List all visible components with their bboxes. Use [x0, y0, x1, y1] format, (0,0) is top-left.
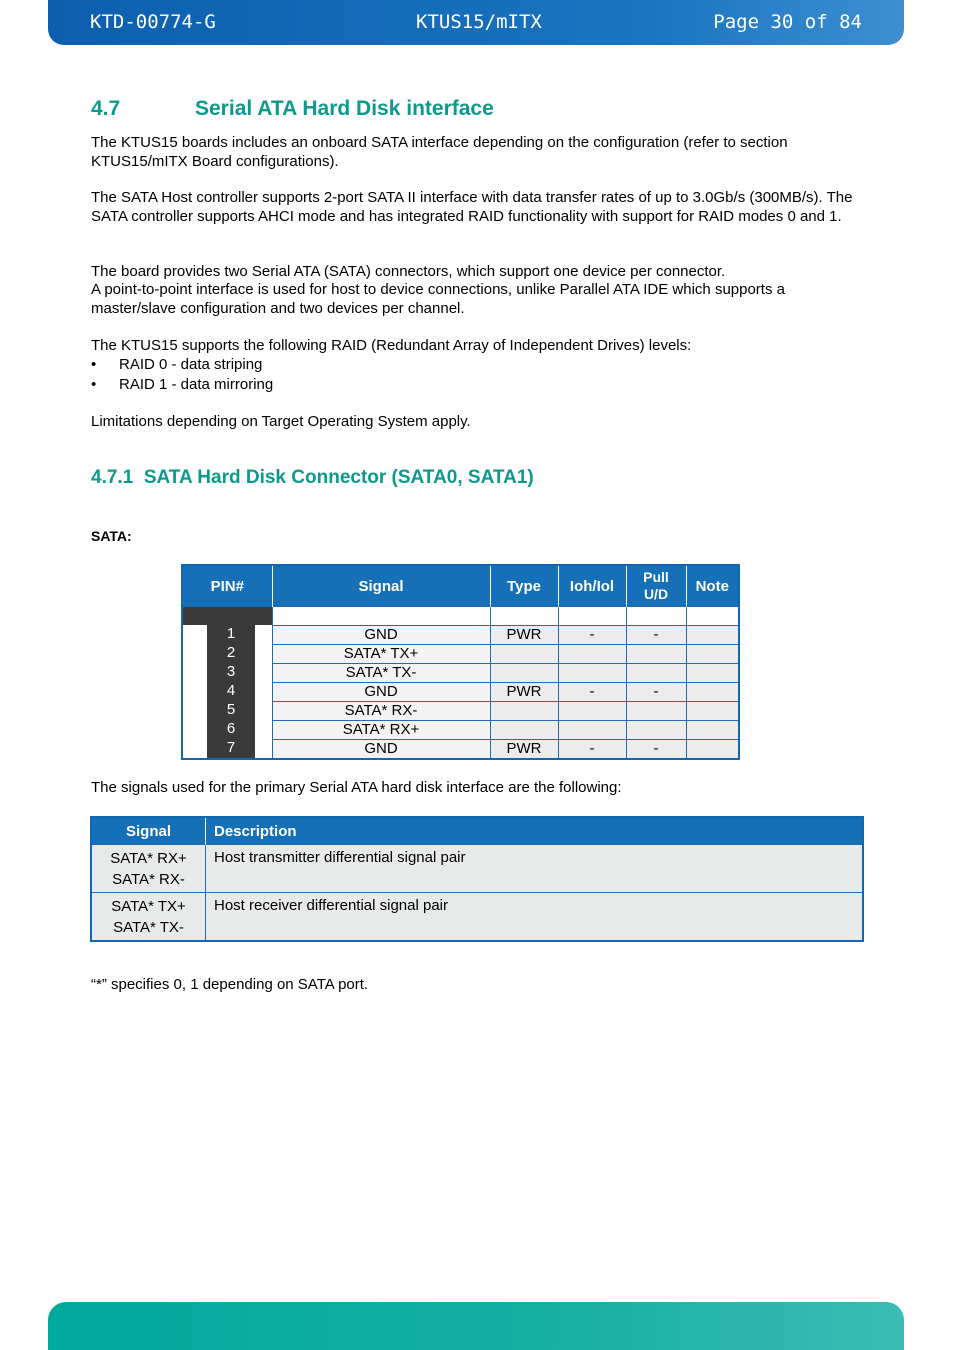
signal-cell: GND: [272, 626, 490, 645]
ioh-cell: -: [558, 626, 626, 645]
signal-cell: SATA* TX-: [272, 664, 490, 683]
header-description: Description: [206, 817, 864, 845]
pin-number: 4: [226, 681, 236, 699]
type-cell: [490, 645, 558, 664]
note-cell: [686, 626, 739, 645]
header-pin: PIN#: [182, 565, 272, 607]
pull-cell: [626, 702, 686, 721]
pull-cell: [626, 664, 686, 683]
signal-name: SATA* TX+: [111, 898, 186, 915]
table-row: [91, 893, 863, 942]
signal-name: SATA* RX-: [112, 871, 185, 888]
header-pull-line1: Pull: [643, 569, 669, 585]
doc-id: KTD-00774-G: [90, 11, 216, 33]
ioh-cell: [558, 702, 626, 721]
ioh-cell: -: [558, 683, 626, 702]
raid-list: [91, 355, 273, 395]
header-pull-line2: U/D: [643, 586, 669, 602]
ioh-cell: [558, 721, 626, 740]
description-cell: Host receiver differential signal pair: [206, 893, 864, 942]
list-item: [91, 355, 273, 375]
ioh-cell: [558, 645, 626, 664]
ioh-cell: -: [558, 740, 626, 760]
signal-cell: [91, 893, 206, 942]
type-cell: PWR: [490, 626, 558, 645]
page-footer: [48, 1302, 904, 1350]
spacer-cell: [626, 607, 686, 626]
pull-cell: [626, 721, 686, 740]
ioh-cell: [558, 664, 626, 683]
pin-strip: [182, 607, 272, 760]
pin-number: 6: [226, 719, 236, 737]
description-cell: Host transmitter differential signal pair: [206, 845, 864, 893]
pin-table-header: [182, 565, 739, 607]
page-number: Page 30 of 84: [713, 11, 862, 33]
raid-paragraph: The KTUS15 supports the following RAID (Redundant Array of Independent Drives) levels:: [91, 337, 692, 354]
subsection-heading: [91, 467, 534, 489]
sata-label: SATA:: [91, 528, 132, 544]
note-cell: [686, 702, 739, 721]
section-heading: [91, 97, 494, 121]
pin-number: 7: [226, 738, 236, 756]
header-type: Type: [490, 565, 558, 607]
type-cell: [490, 721, 558, 740]
header-pull: [626, 565, 686, 607]
bullet-icon: •: [91, 376, 97, 393]
type-cell: [490, 702, 558, 721]
signal-cell: GND: [272, 683, 490, 702]
limitations-paragraph: Limitations depending on Target Operating System apply.: [91, 413, 471, 430]
signal-cell: [91, 845, 206, 893]
subsection-number: 4.7.1: [91, 467, 134, 488]
note-cell: [686, 683, 739, 702]
controller-paragraph: The SATA Host controller supports 2-port SATA II interface with data transfer rates of up to 3.0Gb/s (300MB/s). The SATA controller supports AHCI mode and has integrated RAID functionality with support for RAID modes 0 and 1.: [91, 189, 853, 225]
spacer-cell: [558, 607, 626, 626]
bullet-icon: •: [91, 356, 97, 373]
note-cell: [686, 721, 739, 740]
note-cell: [686, 645, 739, 664]
connectors-paragraph: The board provides two Serial ATA (SATA) connectors, which support one device per connector.: [91, 263, 726, 280]
type-cell: PWR: [490, 683, 558, 702]
section-number: 4.7: [91, 97, 121, 120]
signal-cell: SATA* RX+: [272, 721, 490, 740]
section-title: Serial ATA Hard Disk interface: [195, 97, 494, 120]
spacer-cell: [490, 607, 558, 626]
signals-intro: The signals used for the primary Serial ATA hard disk interface are the following:: [91, 779, 622, 796]
signal-name: SATA* TX-: [113, 919, 184, 936]
signal-cell: SATA* RX-: [272, 702, 490, 721]
note-cell: [686, 740, 739, 760]
pin-number: 3: [226, 662, 236, 680]
pin-number: 5: [226, 700, 236, 718]
spacer-cell: [272, 607, 490, 626]
pull-cell: [626, 645, 686, 664]
header-signal: Signal: [91, 817, 206, 845]
pin-number: 2: [226, 643, 236, 661]
signal-cell: GND: [272, 740, 490, 760]
subsection-title: SATA Hard Disk Connector (SATA0, SATA1): [143, 467, 534, 488]
signal-table: [90, 816, 864, 942]
page-header: [48, 0, 904, 45]
intro-paragraph: The KTUS15 boards includes an onboard SATA interface depending on the configuration (refer to section KTUS15/mITX Board configurations).: [91, 134, 788, 170]
signal-name: SATA* RX+: [110, 850, 187, 867]
header-note: Note: [686, 565, 739, 607]
header-signal: Signal: [272, 565, 490, 607]
table-row: [91, 845, 863, 893]
type-cell: [490, 664, 558, 683]
signal-table-header: [91, 817, 863, 845]
spacer-cell: [686, 607, 739, 626]
type-cell: PWR: [490, 740, 558, 760]
table-row-spacer: [182, 607, 739, 626]
pull-cell: -: [626, 683, 686, 702]
pin-table: [181, 564, 740, 760]
pull-cell: -: [626, 626, 686, 645]
list-item-text: RAID 1 - data mirroring: [119, 376, 274, 393]
pin-number: 1: [226, 624, 236, 642]
header-ioh: Ioh/Iol: [558, 565, 626, 607]
pull-cell: -: [626, 740, 686, 760]
list-item-text: RAID 0 - data striping: [119, 356, 263, 373]
signal-cell: SATA* TX+: [272, 645, 490, 664]
note-cell: [686, 664, 739, 683]
product-name: KTUS15/mITX: [416, 11, 542, 33]
footnote: “*” specifies 0, 1 depending on SATA port.: [91, 976, 369, 993]
point-to-point-paragraph: A point-to-point interface is used for host to device connections, unlike Parallel ATA IDE which supports a master/slave configuration and two devices per channel.: [91, 281, 785, 317]
list-item: [91, 375, 273, 395]
